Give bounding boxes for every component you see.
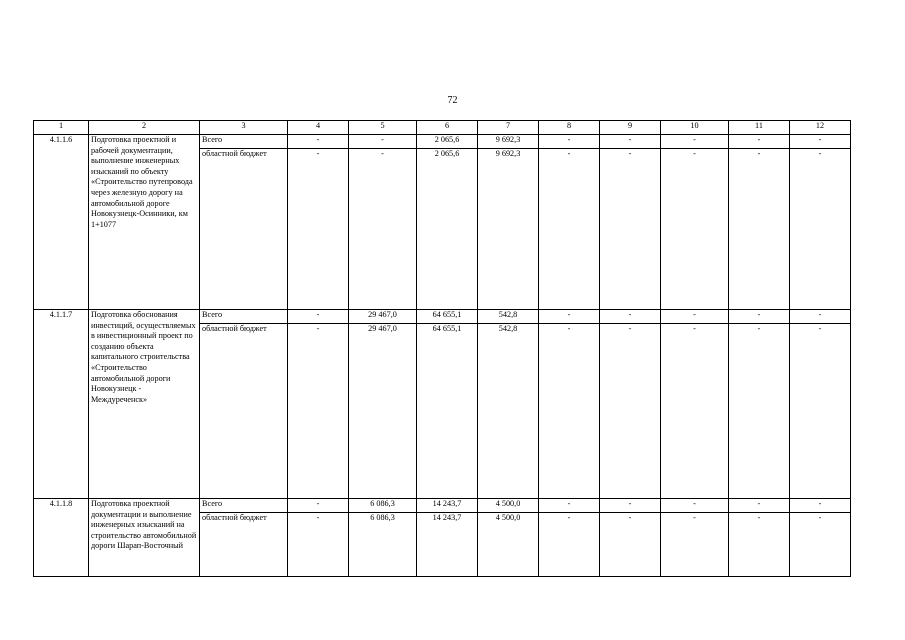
value-cell: - [600,513,661,577]
value-cell: - [539,310,600,324]
value-cell: - [661,149,729,310]
value-cell: - [539,499,600,513]
funding-source: областной бюджет [200,149,288,310]
value-cell: - [349,135,417,149]
value-cell: - [288,310,349,324]
item-code: 4.1.1.7 [34,310,89,499]
value-cell: 2 065,6 [417,149,478,310]
value-cell: - [539,135,600,149]
value-cell: - [729,499,790,513]
header-cell: 4 [288,121,349,135]
value-cell: - [600,135,661,149]
value-cell: - [729,324,790,499]
value-cell: - [790,499,851,513]
value-cell: - [600,324,661,499]
value-cell: - [288,324,349,499]
value-cell: 64 655,1 [417,324,478,499]
value-cell: - [790,135,851,149]
header-cell: 7 [478,121,539,135]
value-cell: - [539,149,600,310]
value-cell: 4 500,0 [478,513,539,577]
item-name: Подготовка обоснования инвестиций, осуществляемых в инвестиционный проект по созданию объекта капитального строительства «Строительство автомобильной дороги Новокузнецк - Междуреченск» [89,310,200,499]
value-cell: 2 065,6 [417,135,478,149]
value-cell: 14 243,7 [417,499,478,513]
value-cell: - [539,324,600,499]
header-row [34,121,851,135]
value-cell: - [600,149,661,310]
table-row [34,499,851,513]
value-cell: - [539,513,600,577]
value-cell: 542,8 [478,324,539,499]
funding-source: Всего [200,135,288,149]
table-row [34,135,851,149]
header-cell: 6 [417,121,478,135]
value-cell: 9 692,3 [478,135,539,149]
header-cell: 10 [661,121,729,135]
header-cell: 8 [539,121,600,135]
value-cell: - [349,149,417,310]
item-code: 4.1.1.8 [34,499,89,577]
value-cell: - [729,513,790,577]
table-row [34,310,851,324]
value-cell: - [790,324,851,499]
value-cell: 14 243,7 [417,513,478,577]
value-cell: - [288,499,349,513]
header-cell: 5 [349,121,417,135]
value-cell: 542,8 [478,310,539,324]
funding-source: областной бюджет [200,324,288,499]
value-cell: - [729,310,790,324]
value-cell: - [661,513,729,577]
value-cell: 6 086,3 [349,513,417,577]
value-cell: - [288,149,349,310]
value-cell: 29 467,0 [349,310,417,324]
value-cell: - [729,135,790,149]
value-cell: - [790,149,851,310]
header-cell: 11 [729,121,790,135]
header-cell: 2 [89,121,200,135]
value-cell: - [790,310,851,324]
value-cell: - [600,310,661,324]
value-cell: - [661,499,729,513]
page-number: 72 [447,95,458,106]
value-cell: 9 692,3 [478,149,539,310]
value-cell: 29 467,0 [349,324,417,499]
header-cell: 3 [200,121,288,135]
value-cell: 6 086,3 [349,499,417,513]
budget-table [33,120,851,577]
header-cell: 12 [790,121,851,135]
item-name: Подготовка проектной документации и выполнение инженерных изысканий на строительство автомобильной дороги Шарап-Восточный [89,499,200,577]
header-cell: 1 [34,121,89,135]
funding-source: Всего [200,310,288,324]
value-cell: - [790,513,851,577]
value-cell: - [288,513,349,577]
item-code: 4.1.1.6 [34,135,89,310]
value-cell: - [661,310,729,324]
value-cell: - [729,149,790,310]
funding-source: областной бюджет [200,513,288,577]
value-cell: 4 500,0 [478,499,539,513]
header-cell: 9 [600,121,661,135]
value-cell: - [661,324,729,499]
value-cell: - [288,135,349,149]
value-cell: - [661,135,729,149]
funding-source: Всего [200,499,288,513]
value-cell: 64 655,1 [417,310,478,324]
item-name: Подготовка проектной и рабочей документации, выполнение инженерных изысканий по объекту «Строительство путепровода через железную дорогу на автомобильной дороге Новокузнецк-Осинники, км 1+1077 [89,135,200,310]
value-cell: - [600,499,661,513]
